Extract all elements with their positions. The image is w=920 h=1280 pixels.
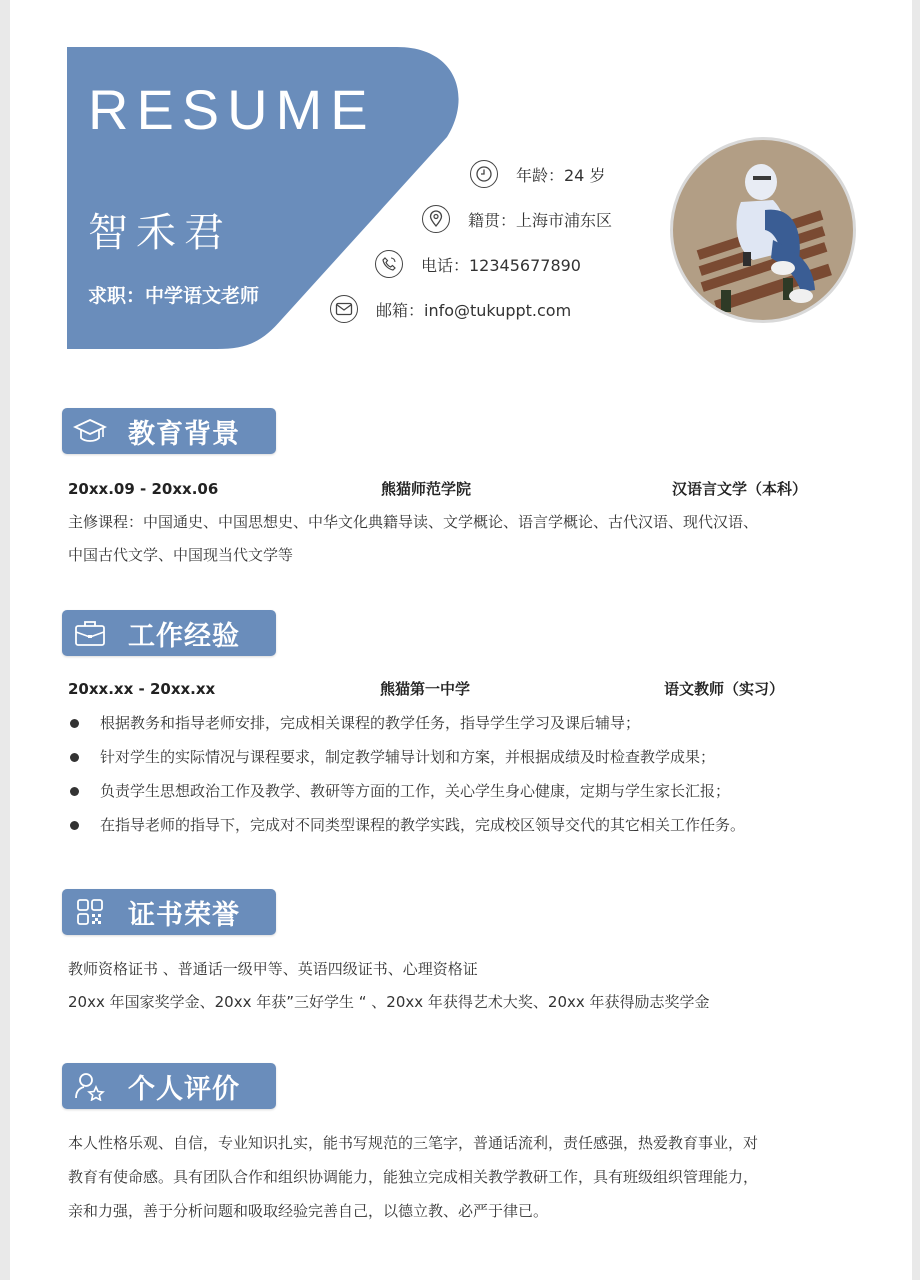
section-header-self-evaluation (62, 1063, 276, 1109)
work-bullet: 根据教务和指导老师安排，完成相关课程的教学任务，指导学生学习及课后辅导； (100, 714, 641, 732)
briefcase-icon (72, 615, 108, 651)
contact-age (470, 157, 605, 191)
contact-email (330, 292, 571, 326)
clock-icon (470, 160, 498, 188)
user-star-icon (72, 1068, 108, 1104)
qr-code-icon (72, 894, 108, 930)
certificates-line2: 20xx 年国家奖学金、20xx 年获”三好学生 “ 、20xx 年获得艺术大奖、20xx 年获得励志奖学金 (68, 993, 710, 1011)
self-evaluation-line: 亲和力强，善于分析问题和吸取经验完善自己，以德立教、必严于律已。 (68, 1202, 549, 1220)
work-bullet: 针对学生的实际情况与课程要求，制定教学辅导计划和方案，并根据成绩及时检查教学成果； (100, 748, 716, 766)
graduation-cap-icon (72, 413, 108, 449)
work-company: 熊猫第一中学 (380, 680, 471, 698)
certificates-line1: 教师资格证书 、普通话一级甲等、英语四级证书、心理资格证 (68, 960, 478, 978)
email-text[interactable]: 邮箱：info@tukuppt.com (376, 300, 572, 320)
section-header-education (62, 408, 276, 454)
section-title: 工作经验 (128, 620, 240, 652)
mail-icon (330, 295, 358, 323)
section-title: 个人评价 (128, 1073, 240, 1105)
section-header-work (62, 610, 276, 656)
job-target: 求职：中学语文老师 (88, 285, 260, 307)
person-name: 智禾君 (88, 210, 232, 256)
self-evaluation-line: 本人性格乐观、自信，专业知识扎实，能书写规范的三笔字，普通话流利，责任感强，热爱教育事业，对 (68, 1134, 759, 1152)
section-title: 证书荣誉 (128, 899, 240, 931)
work-role: 语文教师（实习） (664, 680, 785, 698)
education-courses-line2: 中国古代文学、中国现当代文学等 (68, 546, 294, 564)
education-major: 汉语言文学（本科） (672, 480, 808, 498)
avatar (670, 137, 856, 323)
work-bullet: 负责学生思想政治工作及教学、教研等方面的工作，关心学生身心健康，定期与学生家长汇报； (100, 782, 731, 800)
work-bullet: 在指导老师的指导下，完成对不同类型课程的教学实践，完成校区领导交代的其它相关工作任务。 (100, 816, 746, 834)
education-school: 熊猫师范学院 (381, 480, 472, 498)
phone-icon (375, 250, 403, 278)
section-title: 教育背景 (128, 418, 240, 450)
bullet-dot (70, 821, 79, 830)
bullet-dot (70, 787, 79, 796)
work-period: 20xx.xx - 20xx.xx (68, 680, 216, 698)
origin-text: 籍贯：上海市浦东区 (468, 210, 613, 230)
bullet-dot (70, 719, 79, 728)
location-pin-icon (422, 205, 450, 233)
contact-phone (375, 247, 581, 281)
resume-title: RESUME (88, 78, 376, 141)
self-evaluation-line: 教育有使命感。具有团队合作和组织协调能力，能独立完成相关教学教研工作，具有班级组织管理能力， (68, 1168, 759, 1186)
age-text: 年龄：24 岁 (516, 165, 606, 185)
bullet-dot (70, 753, 79, 762)
education-courses-line1: 主修课程：中国通史、中国思想史、中华文化典籍导读、文学概论、语言学概论、古代汉语、现代汉语、 (68, 513, 759, 531)
education-period: 20xx.09 - 20xx.06 (68, 480, 219, 498)
contact-origin (422, 202, 612, 236)
phone-text[interactable]: 电话：12345677890 (421, 255, 581, 275)
section-header-certificates (62, 889, 276, 935)
